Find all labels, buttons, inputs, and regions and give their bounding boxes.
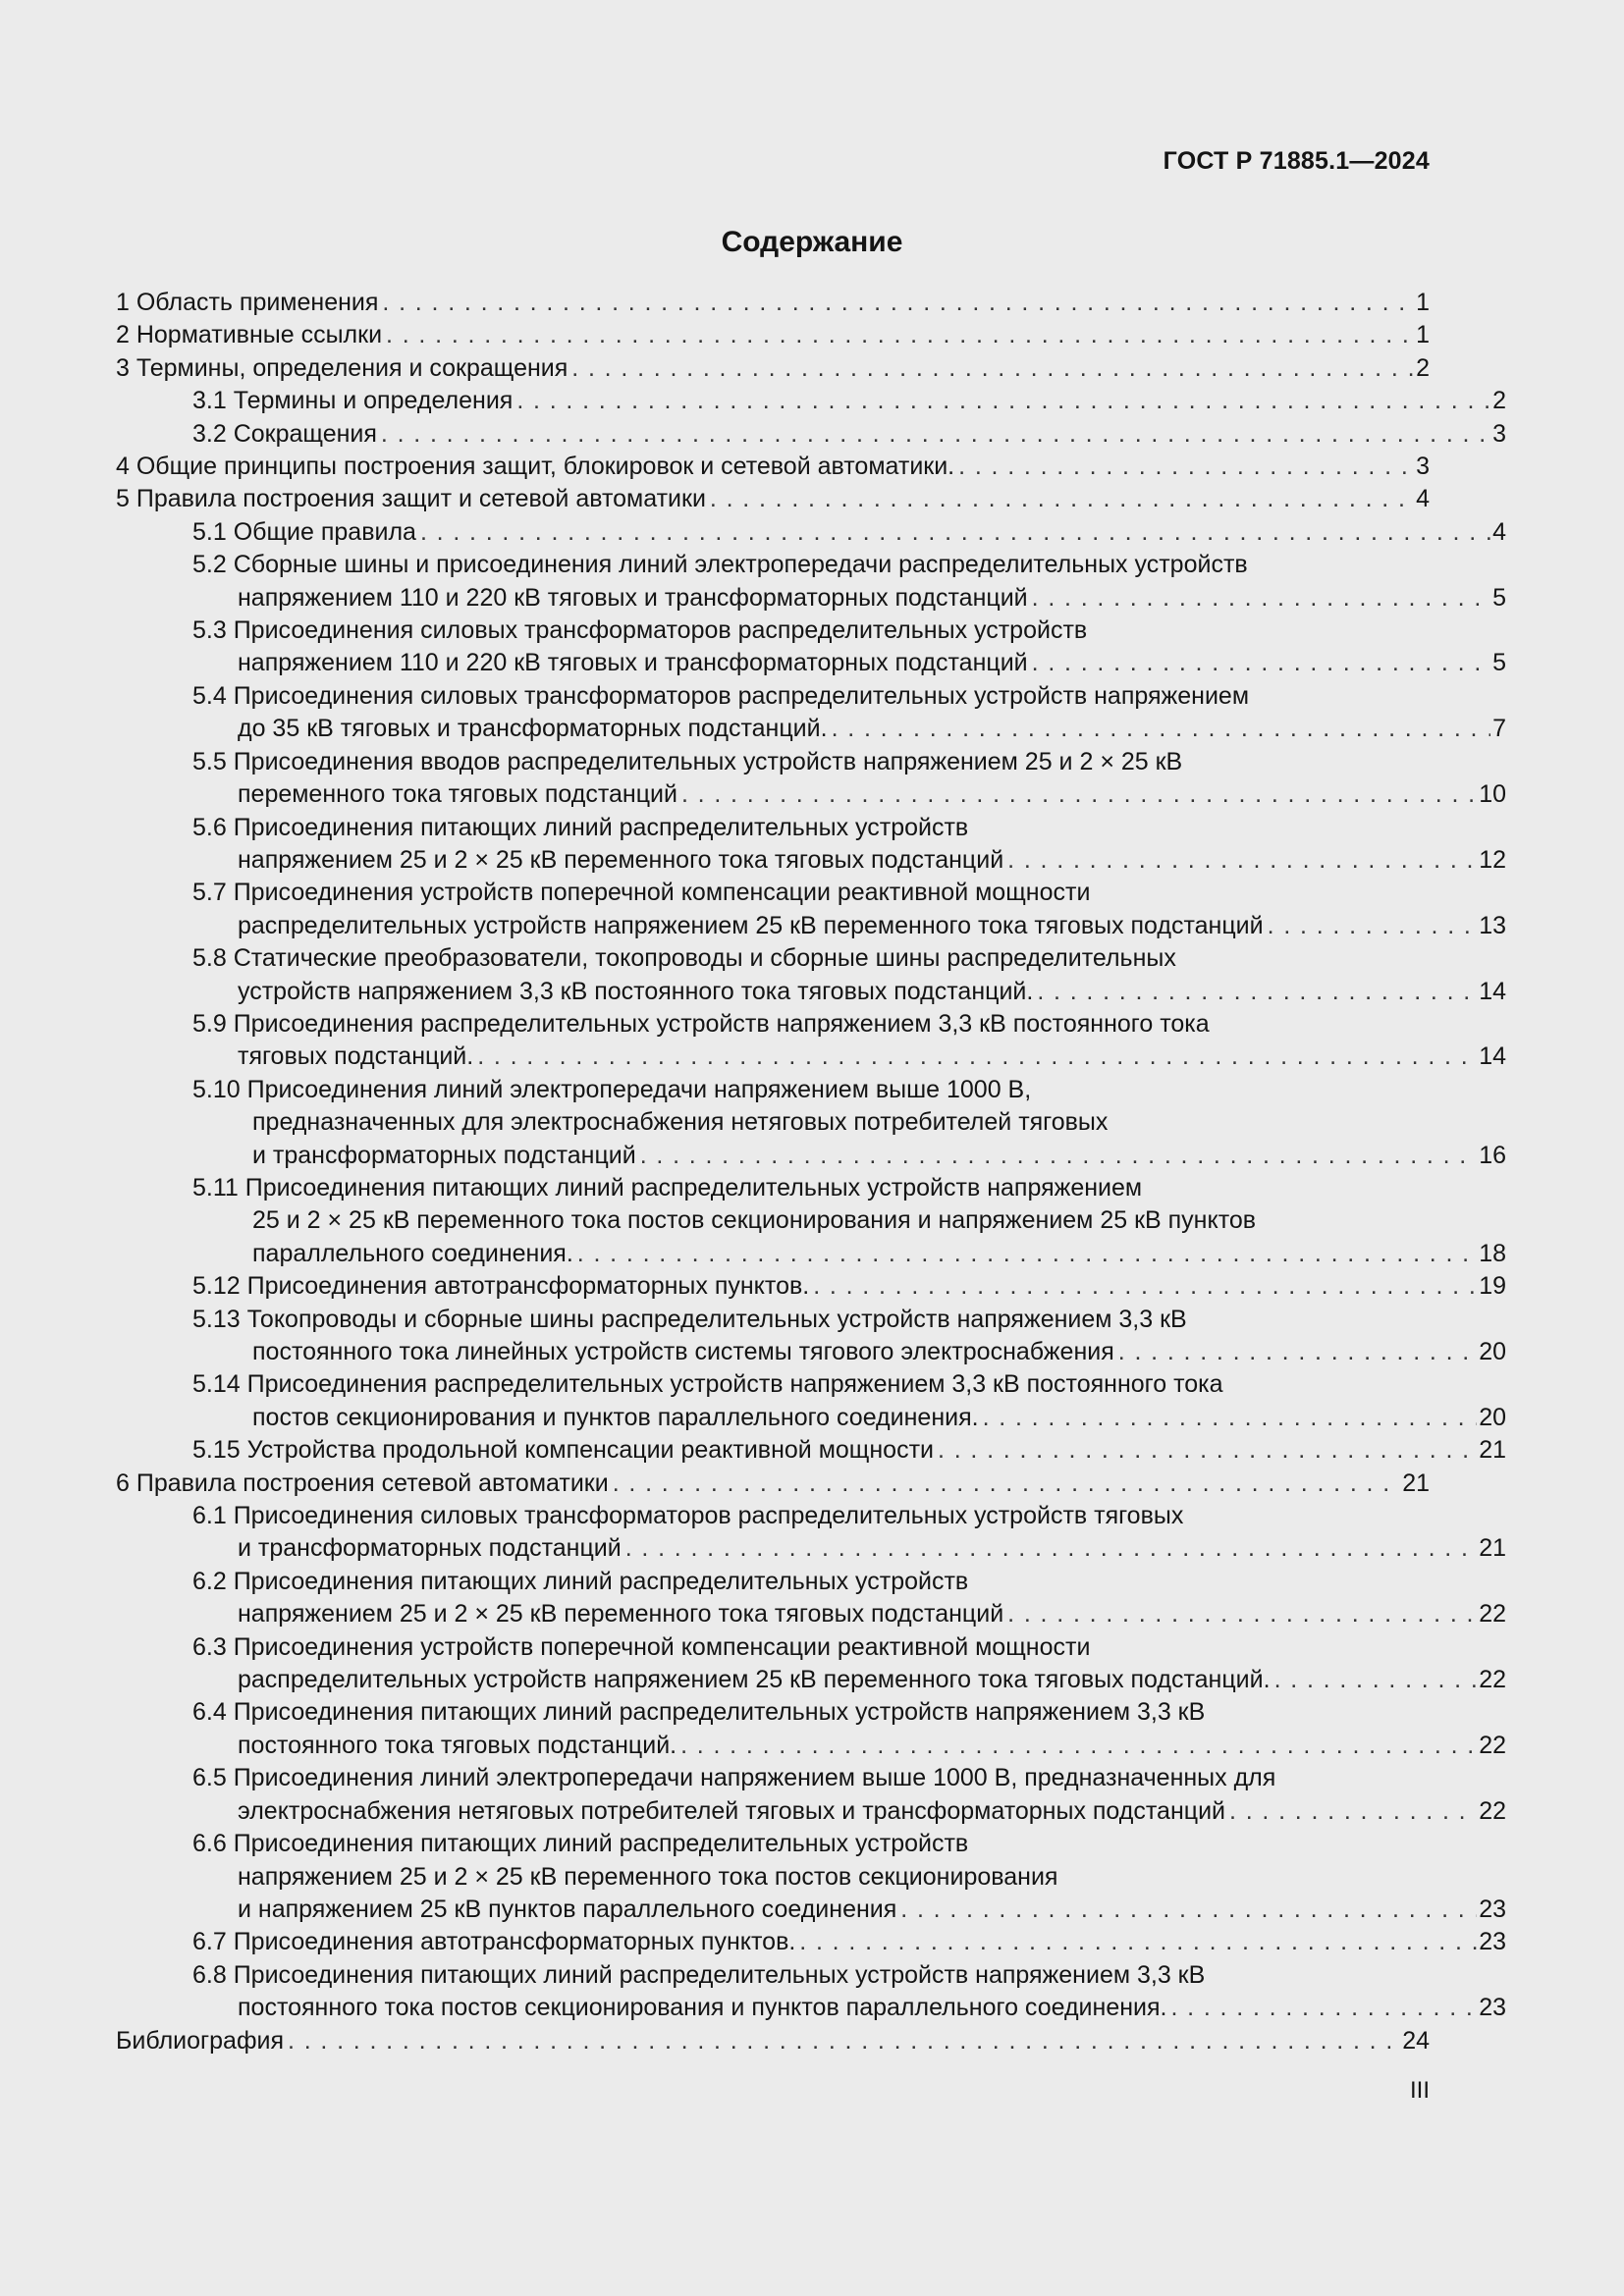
toc-entry[interactable] <box>116 352 1430 385</box>
dot-leader <box>799 1926 1477 1958</box>
toc-entry-line <box>192 1204 1506 1237</box>
dot-leader <box>1118 1336 1477 1368</box>
toc-page-number: 3 <box>1492 419 1506 448</box>
toc-page-number: 22 <box>1479 1731 1506 1759</box>
page-title: Содержание <box>721 226 903 258</box>
toc-page-number: 21 <box>1479 1436 1506 1465</box>
toc-entry-line <box>116 319 1430 351</box>
dot-leader <box>625 1532 1477 1565</box>
toc-page-number: 1 <box>1416 321 1430 349</box>
toc-entry[interactable] <box>116 614 1506 680</box>
toc-entry-title: напряжением 110 и 220 кВ тяговых и трансформаторных подстанций <box>238 649 1028 677</box>
toc-page-number: 7 <box>1492 715 1506 743</box>
toc-entry[interactable] <box>116 812 1506 878</box>
toc-entry-line <box>192 976 1506 1008</box>
toc-entry-title: 5.14 Присоединения распределительных устройств напряжением 3,3 кВ постоянного тока <box>192 1370 1223 1399</box>
toc-entry-line <box>192 549 1506 581</box>
toc-page-number: 19 <box>1479 1272 1506 1301</box>
toc-entry-line <box>192 1106 1506 1139</box>
toc-entry[interactable] <box>116 2025 1430 2057</box>
toc-entry-line <box>192 1861 1506 1894</box>
toc-entry-title: 6.3 Присоединения устройств поперечной компенсации реактивной мощности <box>192 1632 1091 1661</box>
toc-page-number: 2 <box>1416 353 1430 382</box>
toc-entry-title: 1 Область применения <box>116 289 379 316</box>
toc-entry[interactable] <box>116 1468 1430 1500</box>
toc-entry-title: тяговых подстанций. <box>238 1042 474 1071</box>
toc-entry-title: 6.2 Присоединения питающих линий распределительных устройств <box>192 1567 969 1595</box>
toc-entry-title: 5.12 Присоединения автотрансформаторных пунктов. <box>192 1272 810 1301</box>
toc-entry-title: постоянного тока линейных устройств системы тягового электроснабжения <box>252 1338 1114 1365</box>
toc-entry-line <box>192 1402 1506 1434</box>
toc-entry-line <box>192 1795 1506 1828</box>
toc-entry-title: 6.7 Присоединения автотрансформаторных пунктов. <box>192 1928 796 1956</box>
toc-page-number: 23 <box>1479 1928 1506 1956</box>
toc-entry[interactable] <box>116 287 1430 319</box>
dot-leader <box>386 319 1414 351</box>
toc-entry-title: 3.2 Сокращения <box>192 419 377 448</box>
toc-entry-line <box>192 418 1506 451</box>
toc-entry-title: 5.11 Присоединения питающих линий распределительных устройств напряжением <box>192 1173 1143 1201</box>
toc-entry[interactable] <box>116 680 1506 746</box>
toc-entry-line <box>192 746 1506 778</box>
toc-entry-line <box>192 1598 1506 1630</box>
toc-page-number: 5 <box>1492 583 1506 612</box>
toc-entry-title: и трансформаторных подстанций <box>252 1141 636 1169</box>
toc-entry-title: 5.2 Сборные шины и присоединения линий электропередачи распределительных устройств <box>192 551 1248 579</box>
toc-entry-line <box>192 1992 1506 2024</box>
toc-entry[interactable] <box>116 1270 1506 1303</box>
dot-leader <box>1007 844 1477 877</box>
toc-entry-line <box>192 385 1506 417</box>
toc-page-number: 14 <box>1479 1042 1506 1071</box>
dot-leader <box>900 1894 1477 1926</box>
dot-leader <box>420 516 1490 549</box>
dot-leader <box>288 2025 1400 2057</box>
table-of-contents <box>116 287 1506 2057</box>
toc-entry-line <box>192 1959 1506 1992</box>
toc-entry-line <box>192 1140 1506 1172</box>
dot-leader <box>1268 910 1478 942</box>
toc-entry-line <box>192 1566 1506 1598</box>
toc-page-number: 5 <box>1492 649 1506 677</box>
dot-leader <box>958 451 1414 483</box>
toc-entry[interactable] <box>116 418 1506 451</box>
toc-entry-title: 3 Термины, определения и сокращения <box>116 353 568 382</box>
dot-leader <box>1007 1598 1477 1630</box>
toc-entry-title: постов секционирования и пунктов параллельного соединения. <box>252 1403 979 1431</box>
dot-leader <box>680 1730 1477 1762</box>
toc-page-number: 13 <box>1479 911 1506 939</box>
toc-page-number: 18 <box>1479 1239 1506 1267</box>
toc-entry-title: 5.7 Присоединения устройств поперечной компенсации реактивной мощности <box>192 879 1091 907</box>
toc-entry[interactable] <box>116 1500 1506 1566</box>
toc-entry-title: 5.4 Присоединения силовых трансформаторов распределительных устройств напряжением <box>192 681 1250 710</box>
toc-entry[interactable] <box>116 1434 1506 1467</box>
toc-entry[interactable] <box>116 942 1506 1008</box>
toc-page-number: 20 <box>1479 1403 1506 1431</box>
toc-page-number: 3 <box>1416 453 1430 481</box>
toc-entry[interactable] <box>116 877 1506 942</box>
toc-entry[interactable] <box>116 1074 1506 1172</box>
toc-entry[interactable] <box>116 451 1430 483</box>
toc-page-number: 22 <box>1479 1666 1506 1694</box>
toc-entry-line <box>192 1894 1506 1926</box>
toc-entry-title: 6.4 Присоединения питающих линий распределительных устройств напряжением 3,3 кВ <box>192 1698 1206 1727</box>
toc-entry-line <box>192 1074 1506 1106</box>
toc-entry-title: 5.9 Присоединения распределительных устройств напряжением 3,3 кВ постоянного тока <box>192 1009 1210 1038</box>
toc-entry-line <box>116 483 1430 515</box>
toc-entry-title: и напряжением 25 кВ пунктов параллельного соединения <box>238 1895 897 1923</box>
dot-leader <box>1037 976 1477 1008</box>
toc-entry-title: 25 и 2 × 25 кВ переменного тока постов секционирования и напряжением 25 кВ пунктов <box>252 1206 1257 1235</box>
dot-leader <box>640 1140 1477 1172</box>
toc-entry-line <box>192 647 1506 679</box>
dot-leader <box>938 1434 1477 1467</box>
toc-entry[interactable] <box>116 1696 1506 1762</box>
toc-entry-line <box>192 1828 1506 1860</box>
dot-leader <box>1274 1664 1478 1696</box>
toc-entry-line <box>116 1468 1430 1500</box>
toc-entry-line <box>192 614 1506 647</box>
toc-page-number: 22 <box>1479 1796 1506 1825</box>
toc-entry[interactable] <box>116 319 1430 351</box>
toc-entry-line <box>192 1008 1506 1041</box>
toc-entry[interactable] <box>116 1566 1506 1631</box>
toc-entry-title: 6.6 Присоединения питающих линий распределительных устройств <box>192 1830 969 1858</box>
toc-entry-line <box>192 1500 1506 1532</box>
toc-entry[interactable] <box>116 1926 1506 1958</box>
toc-page-number: 22 <box>1479 1600 1506 1629</box>
toc-entry-line <box>192 1368 1506 1401</box>
toc-page-number: 4 <box>1492 517 1506 546</box>
toc-entry-line <box>192 1336 1506 1368</box>
dot-leader <box>571 352 1414 385</box>
toc-entry-line <box>116 287 1430 319</box>
toc-entry[interactable] <box>116 549 1506 614</box>
toc-entry-line <box>116 451 1430 483</box>
toc-page-number: 20 <box>1479 1338 1506 1365</box>
dot-leader <box>516 385 1490 417</box>
toc-entry-line <box>192 680 1506 713</box>
toc-entry[interactable] <box>116 746 1506 812</box>
toc-entry-title: 5.10 Присоединения линий электропередачи напряжением выше 1000 В, <box>192 1075 1032 1103</box>
toc-entry-title: 6.1 Присоединения силовых трансформаторов распределительных устройств тяговых <box>192 1502 1184 1530</box>
toc-entry-line <box>192 778 1506 811</box>
toc-entry-title: электроснабжения нетяговых потребителей тяговых и трансформаторных подстанций <box>238 1796 1225 1825</box>
toc-entry[interactable] <box>116 1008 1506 1074</box>
dot-leader <box>1229 1795 1477 1828</box>
toc-entry-title: переменного тока тяговых подстанций <box>238 780 677 809</box>
toc-page-number: 16 <box>1479 1141 1506 1169</box>
toc-entry-line <box>192 1304 1506 1336</box>
dot-leader <box>681 778 1477 811</box>
dot-leader <box>613 1468 1400 1500</box>
toc-entry[interactable] <box>116 1959 1506 2025</box>
toc-entry-line <box>192 713 1506 745</box>
toc-entry-title: 6 Правила построения сетевой автоматики <box>116 1468 609 1497</box>
toc-page-number: 21 <box>1402 1468 1430 1497</box>
toc-entry[interactable] <box>116 1828 1506 1926</box>
toc-entry[interactable] <box>116 1368 1506 1434</box>
toc-entry-line <box>192 877 1506 909</box>
toc-entry-line <box>116 352 1430 385</box>
toc-entry-title: постоянного тока тяговых подстанций. <box>238 1731 677 1759</box>
toc-entry-title: 5.1 Общие правила <box>192 517 416 546</box>
toc-page-number: 10 <box>1479 780 1506 809</box>
toc-entry-title: и трансформаторных подстанций <box>238 1534 622 1563</box>
toc-page-number: 23 <box>1479 1994 1506 2022</box>
toc-entry-line <box>192 1532 1506 1565</box>
toc-entry-line <box>192 1172 1506 1204</box>
toc-entry[interactable] <box>116 1631 1506 1697</box>
toc-entry[interactable] <box>116 516 1506 549</box>
toc-entry-line <box>192 1041 1506 1073</box>
page-number: III <box>1409 2077 1430 2104</box>
toc-entry-line <box>192 1270 1506 1303</box>
dot-leader <box>832 713 1491 745</box>
toc-entry-title: напряжением 25 и 2 × 25 кВ переменного тока постов секционирования <box>238 1862 1058 1891</box>
toc-entry-line <box>192 1926 1506 1958</box>
toc-entry-title: 6.8 Присоединения питающих линий распределительных устройств напряжением 3,3 кВ <box>192 1960 1206 1989</box>
dot-leader <box>381 418 1490 451</box>
dot-leader <box>1032 582 1490 614</box>
toc-entry-title: 5.13 Токопроводы и сборные шины распределительных устройств напряжением 3,3 кВ <box>192 1305 1187 1333</box>
toc-page-number: 12 <box>1479 845 1506 874</box>
toc-entry-title: напряжением 25 и 2 × 25 кВ переменного тока тяговых подстанций <box>238 845 1004 874</box>
toc-entry-title: 5 Правила построения защит и сетевой автоматики <box>116 485 706 513</box>
dot-leader <box>983 1402 1478 1434</box>
toc-entry-line <box>192 910 1506 942</box>
toc-entry-title: Библиография <box>116 2026 285 2055</box>
toc-entry-title: 4 Общие принципы построения защит, блокировок и сетевой автоматики. <box>116 453 955 481</box>
toc-page-number: 24 <box>1402 2026 1430 2055</box>
dot-leader <box>1032 647 1490 679</box>
toc-entry-line <box>192 582 1506 614</box>
toc-page-number: 21 <box>1479 1534 1506 1563</box>
dot-leader <box>577 1238 1477 1270</box>
toc-entry-line <box>192 1238 1506 1270</box>
toc-entry-title: 2 Нормативные ссылки <box>116 321 383 349</box>
toc-page-number: 2 <box>1492 387 1506 415</box>
toc-entry[interactable] <box>116 1304 1506 1369</box>
toc-entry-title: 5.3 Присоединения силовых трансформаторов распределительных устройств <box>192 616 1088 645</box>
toc-entry-line <box>192 1730 1506 1762</box>
dot-leader <box>477 1041 1477 1073</box>
toc-page-number: 14 <box>1479 977 1506 1005</box>
toc-entry[interactable] <box>116 1762 1506 1828</box>
toc-entry[interactable] <box>116 385 1506 417</box>
toc-entry-title: распределительных устройств напряжением 25 кВ переменного тока тяговых подстанций <box>238 911 1264 939</box>
toc-entry-line <box>192 1631 1506 1664</box>
toc-entry-title: 5.5 Присоединения вводов распределительных устройств напряжением 25 и 2 × 25 кВ <box>192 747 1183 775</box>
toc-entry-title: напряжением 25 и 2 × 25 кВ переменного тока тяговых подстанций <box>238 1600 1004 1629</box>
toc-entry-title: до 35 кВ тяговых и трансформаторных подстанций. <box>238 715 828 743</box>
dot-leader <box>1170 1992 1477 2024</box>
toc-entry-title: 5.6 Присоединения питающих линий распределительных устройств <box>192 813 969 841</box>
toc-entry-line <box>192 1434 1506 1467</box>
toc-entry-title: устройств напряжением 3,3 кВ постоянного тока тяговых подстанций. <box>238 977 1034 1005</box>
toc-page-number: 4 <box>1416 485 1430 513</box>
toc-entry-title: предназначенных для электроснабжения нетяговых потребителей тяговых <box>252 1108 1109 1137</box>
document-code: ГОСТ Р 71885.1—2024 <box>1163 147 1430 175</box>
dot-leader <box>382 287 1414 319</box>
toc-entry-line <box>192 812 1506 844</box>
toc-entry-line <box>192 1664 1506 1696</box>
toc-page-number: 1 <box>1416 289 1430 316</box>
toc-entry[interactable] <box>116 483 1430 515</box>
toc-entry-title: постоянного тока постов секционирования и пунктов параллельного соединения. <box>238 1994 1167 2022</box>
toc-entry-title: 3.1 Термины и определения <box>192 387 514 415</box>
toc-entry-title: 6.5 Присоединения линий электропередачи напряжением выше 1000 В, предназначенных для <box>192 1764 1276 1792</box>
toc-entry-line <box>192 844 1506 877</box>
toc-entry-line <box>192 1762 1506 1794</box>
toc-page-number: 23 <box>1479 1895 1506 1923</box>
dot-leader <box>710 483 1414 515</box>
toc-entry-line <box>192 516 1506 549</box>
toc-entry[interactable] <box>116 1172 1506 1270</box>
toc-entry-line <box>192 942 1506 975</box>
toc-entry-title: 5.15 Устройства продольной компенсации реактивной мощности <box>192 1436 934 1465</box>
toc-entry-line <box>116 2025 1430 2057</box>
dot-leader <box>813 1270 1477 1303</box>
toc-entry-title: параллельного соединения. <box>252 1239 573 1267</box>
toc-entry-title: распределительных устройств напряжением 25 кВ переменного тока тяговых подстанций. <box>238 1666 1271 1694</box>
toc-entry-line <box>192 1696 1506 1729</box>
toc-entry-title: 5.8 Статические преобразователи, токопроводы и сборные шины распределительных <box>192 944 1176 973</box>
toc-entry-title: напряжением 110 и 220 кВ тяговых и трансформаторных подстанций <box>238 583 1028 612</box>
